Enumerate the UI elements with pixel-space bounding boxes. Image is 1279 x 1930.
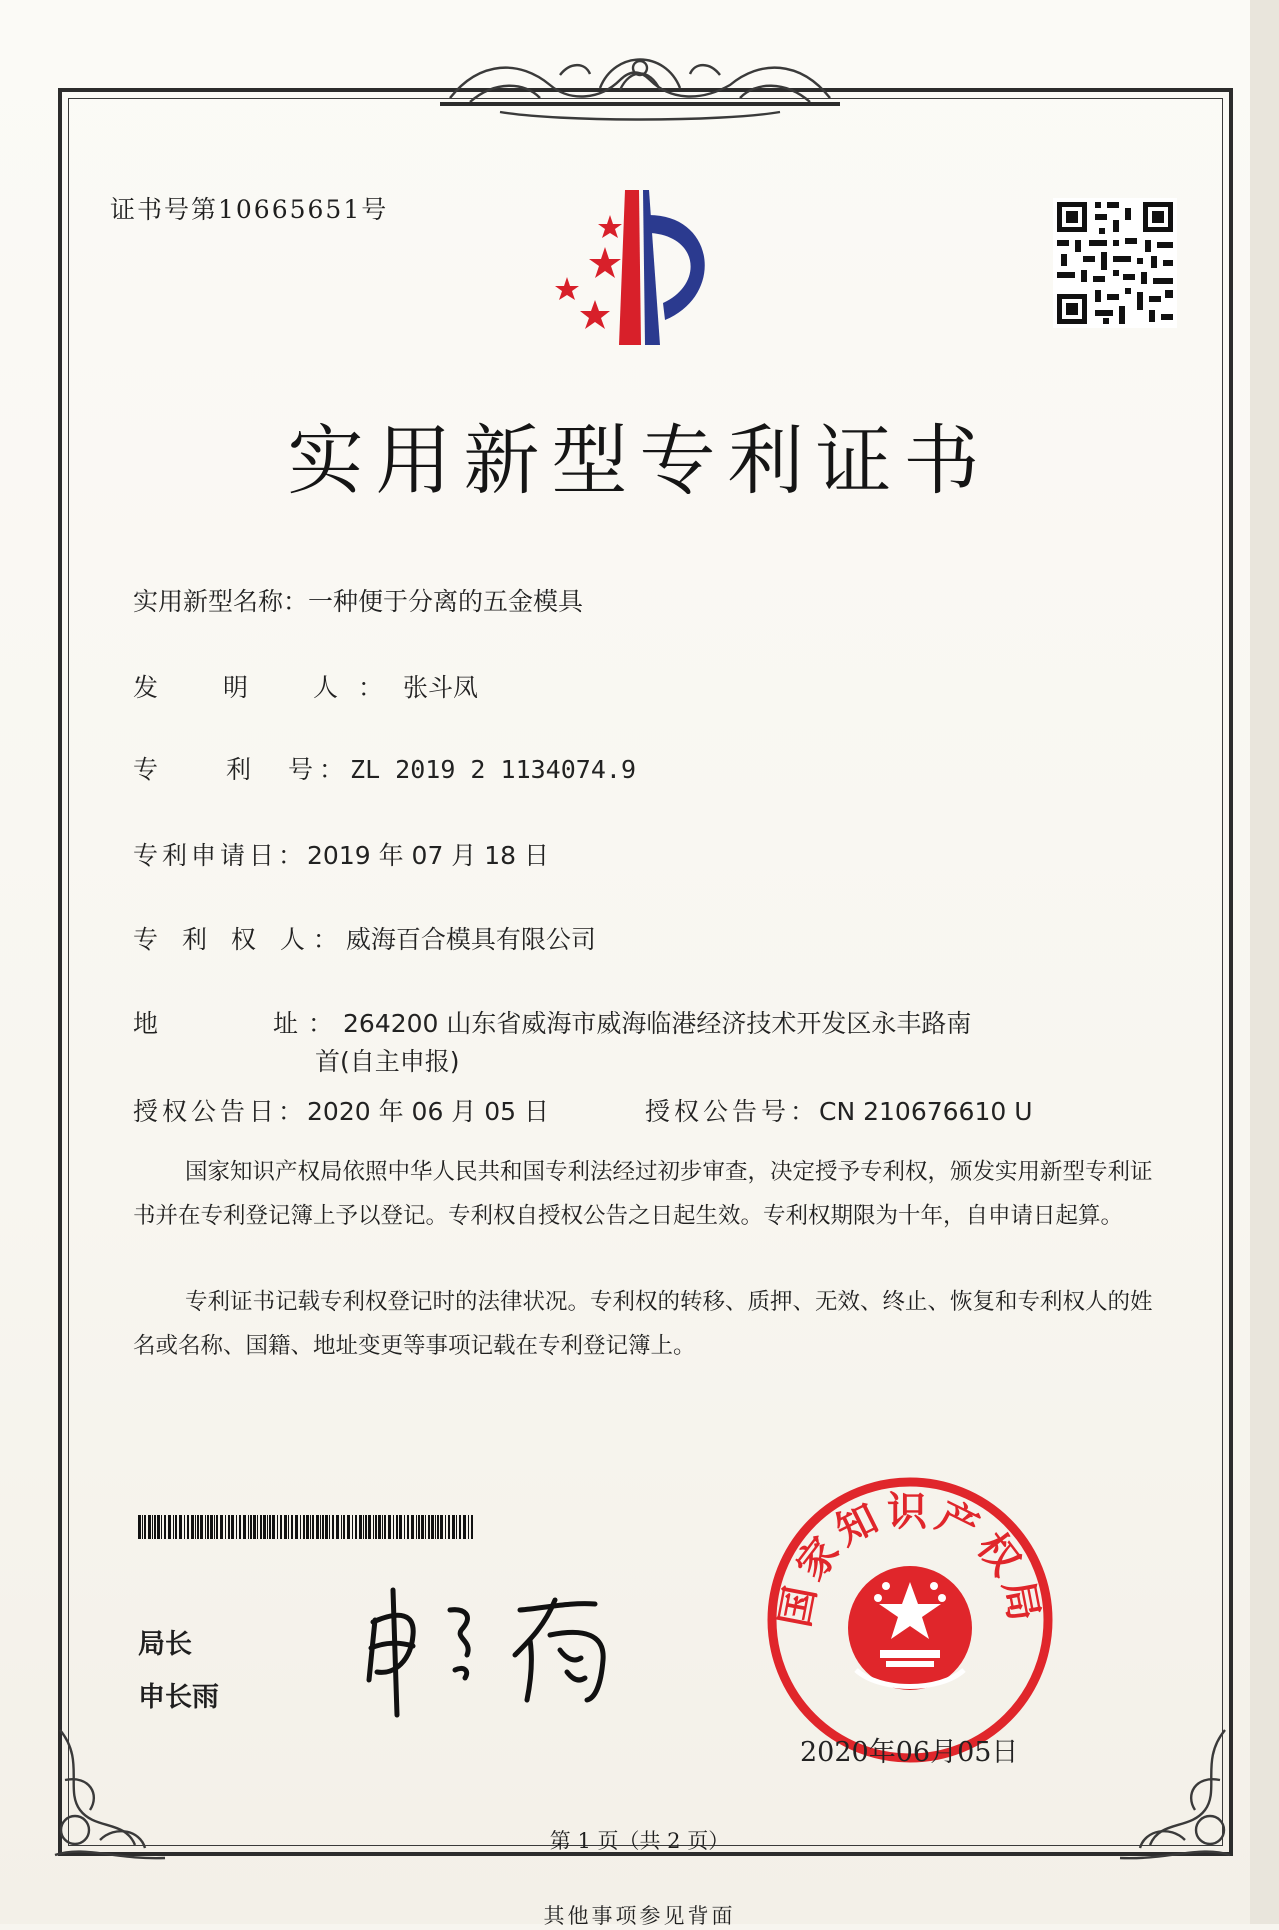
field-inventor [133,668,478,704]
field-label: 实用新型名称： [133,587,309,616]
field-address-line2 [315,1042,460,1078]
official-seal-icon [760,1470,1060,1770]
field-value: 2020 年 06 月 05 日 [307,1097,549,1126]
field-value: 2019 年 07 月 18 日 [307,841,549,870]
field-value: CN 210676610 U [819,1097,1033,1126]
director-title: 局长 [138,1629,192,1660]
top-ornament-icon [440,40,840,130]
field-patent-number [133,750,636,786]
field-grant-announcement-date [133,1092,549,1128]
footer-note: 其他事项参见背面 [543,1904,736,1928]
page-edge [1250,0,1279,1924]
field-value: 张斗凤 [403,673,479,702]
barcode-icon [138,1515,478,1539]
cnipa-logo-icon [545,185,745,345]
body-paragraph-2: 专利证书记载专利权登记时的法律状况。专利权的转移、质押、无效、终止、恢复和专利权人的姓名或名称、国籍、地址变更等事项记载在专利登记簿上。 [133,1289,1153,1359]
field-grant-announcement-number [645,1092,1033,1128]
body-paragraph-1: 国家知识产权局依照中华人民共和国专利法经过初步审查，决定授予专利权，颁发实用新型专利证书并在专利登记簿上予以登记。专利权自授权公告之日起生效。专利权期限为十年，自申请日起算。 [133,1159,1153,1229]
field-label: 专 利 号： [133,755,351,784]
field-value: ZL 2019 2 1134074.9 [350,755,636,784]
certificate-number: 证书号第10665651号 [110,195,389,224]
national-emblem-icon [848,1566,972,1690]
field-value: 威海百合模具有限公司 [345,925,596,954]
handwritten-signature-icon [355,1580,655,1720]
qr-code-icon [1053,198,1177,328]
page-number: 第 1 页（共 2 页） [549,1829,730,1853]
field-label: 地 址： [133,1009,344,1038]
field-label: 授权公告日： [133,1097,308,1126]
field-value: 一种便于分离的五金模具 [308,587,584,616]
field-application-date [133,836,549,872]
field-label: 发 明 人： [133,673,404,702]
field-label: 授权公告号： [645,1097,820,1126]
field-patentee [133,920,596,956]
field-value: 264200 山东省威海市威海临港经济技术开发区永丰路南 [343,1009,972,1038]
seal-date: 2020年06月05日 [800,1737,1019,1768]
seal-text: 国家知识产权局 [772,1489,1048,1631]
field-utility-model-name [133,582,583,618]
page-title: 实用新型专利证书 [287,416,992,505]
director-name: 申长雨 [138,1682,219,1713]
field-label: 专利申请日： [133,841,308,870]
field-label: 专 利 权 人： [133,925,346,954]
field-address [133,1004,971,1040]
field-value: 首(自主申报) [315,1047,460,1076]
